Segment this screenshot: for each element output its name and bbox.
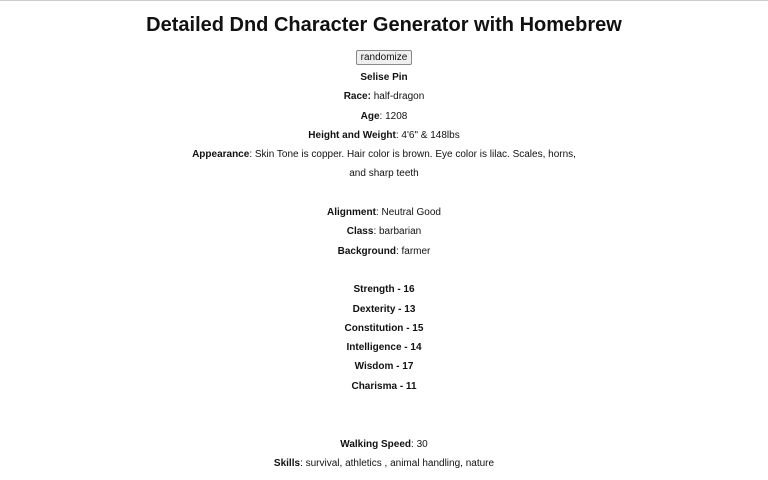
stat-wisdom: Wisdom - 17 bbox=[354, 361, 414, 373]
background-row bbox=[184, 242, 584, 261]
appearance-value: : Skin Tone is copper. Hair color is brown. Eye color is lilac. Scales, horns, and sharp teeth bbox=[249, 149, 576, 180]
class-row bbox=[184, 222, 584, 241]
class-label: Class bbox=[346, 226, 374, 238]
speed-row bbox=[184, 435, 584, 454]
speed-value: : 30 bbox=[411, 438, 428, 450]
height-weight-label: Height and Weight bbox=[308, 129, 396, 141]
stat-dexterity: Dexterity - 13 bbox=[352, 303, 416, 315]
alignment-label: Alignment bbox=[327, 207, 376, 219]
age-value: : 1208 bbox=[379, 110, 408, 122]
stat-strength: Strength - 16 bbox=[353, 284, 415, 296]
class-value: : barbarian bbox=[373, 226, 422, 238]
age-row bbox=[184, 107, 584, 126]
race-value: half-dragon bbox=[370, 91, 425, 103]
background-label: Background bbox=[337, 245, 396, 257]
speed-label: Walking Speed bbox=[340, 438, 412, 450]
height-weight-value: : 4'6" & 148lbs bbox=[395, 129, 460, 141]
skills-label: Skills bbox=[273, 457, 301, 469]
age-label: Age bbox=[360, 110, 380, 122]
appearance-row bbox=[184, 145, 584, 184]
skills-row bbox=[184, 454, 584, 473]
background-value: : farmer bbox=[395, 245, 431, 257]
stat-constitution: Constitution - 15 bbox=[344, 322, 424, 334]
character-name: Selise Pin bbox=[360, 72, 408, 83]
height-weight-row bbox=[184, 126, 584, 145]
character-sheet bbox=[184, 68, 584, 473]
race-label: Race: bbox=[343, 91, 371, 103]
stat-intelligence: Intelligence - 14 bbox=[346, 342, 422, 354]
alignment-row bbox=[184, 203, 584, 222]
page-title: Detailed Dnd Character Generator with Homebrew bbox=[146, 14, 622, 36]
skills-value: : survival, athletics , animal handling, nature bbox=[300, 457, 495, 469]
appearance-label: Appearance bbox=[192, 149, 250, 161]
alignment-value: : Neutral Good bbox=[375, 207, 441, 219]
randomize-button[interactable]: randomize bbox=[356, 50, 413, 65]
stat-charisma: Charisma - 11 bbox=[351, 380, 417, 392]
race-row bbox=[184, 87, 584, 106]
